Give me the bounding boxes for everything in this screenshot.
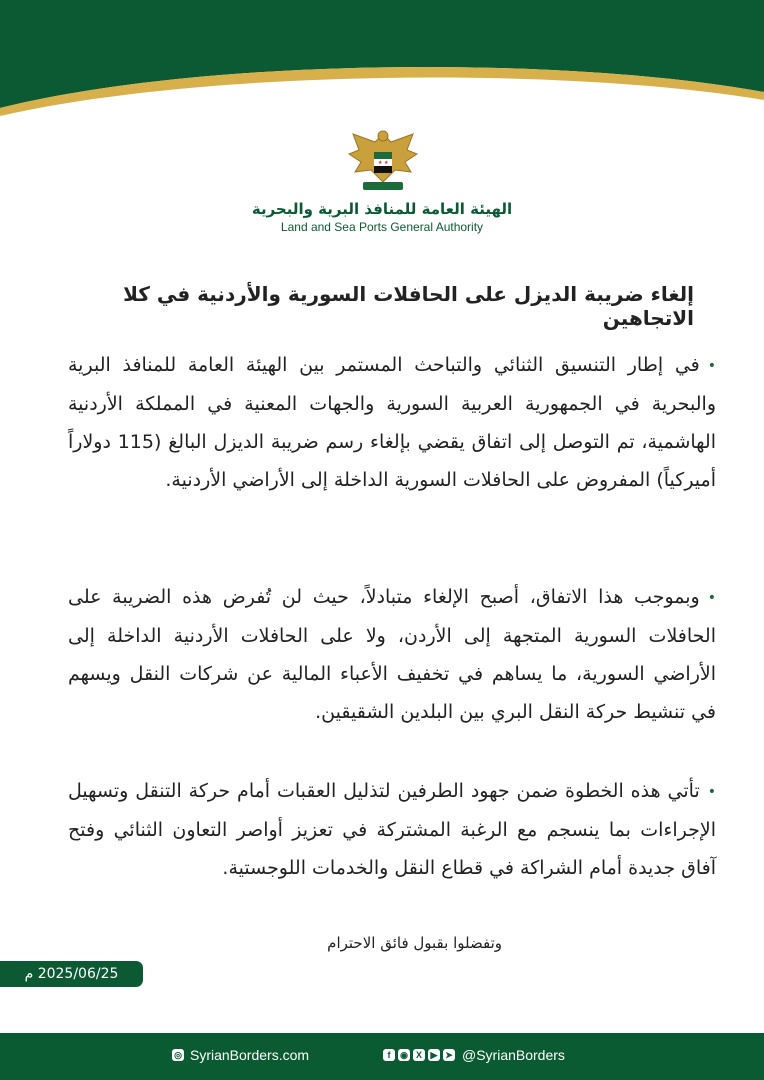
- x-icon[interactable]: X: [413, 1049, 425, 1061]
- footer-bar: [0, 1033, 764, 1080]
- header-wave-banner: [0, 0, 764, 130]
- org-name-arabic: الهيئة العامة للمنافذ البرية والبحرية: [251, 200, 513, 218]
- paragraph-1: [68, 346, 716, 499]
- syrian-eagle-emblem-icon: [345, 128, 421, 196]
- date-badge: 2025/06/25 م: [0, 961, 143, 987]
- paragraph-3: [68, 772, 716, 887]
- svg-text:★: ★: [384, 160, 389, 166]
- closing-text: وتفضلوا بقبول فائق الاحترام: [327, 934, 502, 952]
- bullet-icon: •: [707, 589, 716, 606]
- document-title: إلغاء ضريبة الديزل على الحافلات السورية والأردنية في كلا الاتجاهين: [123, 282, 694, 330]
- bullet-icon: •: [707, 783, 716, 800]
- org-name-english: Land and Sea Ports General Authority: [280, 220, 484, 234]
- instagram-icon[interactable]: ◉: [398, 1049, 410, 1061]
- facebook-icon[interactable]: f: [383, 1049, 395, 1061]
- paragraph-2: [68, 578, 716, 731]
- youtube-icon[interactable]: ▶: [428, 1049, 440, 1061]
- svg-text:★: ★: [378, 160, 383, 166]
- paragraph-3-text: تأتي هذه الخطوة ضمن جهود الطرفين لتذليل العقبات أمام حركة التنقل وتسهيل الإجراءات بما ينسجم مع الرغبة المشتركة في تعزيز أواصر التعاون الثنائي وفتح آفاق جديدة أمام الشراكة في قطاع النقل والخدمات اللوجستية.: [68, 780, 716, 879]
- bullet-icon: •: [707, 357, 716, 374]
- footer-social: [383, 1047, 565, 1063]
- telegram-icon[interactable]: ➤: [443, 1049, 455, 1061]
- footer-website[interactable]: [172, 1047, 309, 1063]
- paragraph-1-text: في إطار التنسيق الثنائي والتباحث المستمر بين الهيئة العامة للمنافذ البرية والبحرية في الجمهورية العربية السورية والجهات المعنية في المملكة الأردنية الهاشمية، تم التوصل إلى اتفاق يقضي بإلغاء رسم ضريبة الديزل البالغ (115 دولاراً أميركياً) المفروض على الحافلات السورية الداخلة إلى الأراضي الأردنية.: [68, 354, 716, 491]
- globe-icon: ◎: [172, 1049, 184, 1061]
- social-handle[interactable]: @SyrianBorders: [462, 1047, 565, 1063]
- website-text: SyrianBorders.com: [190, 1047, 310, 1063]
- paragraph-2-text: وبموجب هذا الاتفاق، أصبح الإلغاء متبادلاً، حيث لن تُفرض هذه الضريبة على الحافلات السورية المتجهة إلى الأردن، ولا على الحافلات الأردنية الداخلة إلى الأراضي السورية، ما يساهم في تخفيف الأعباء المالية عن شركات النقل ويسهم في تنشيط حركة النقل البري بين البلدين الشقيقين.: [68, 586, 716, 723]
